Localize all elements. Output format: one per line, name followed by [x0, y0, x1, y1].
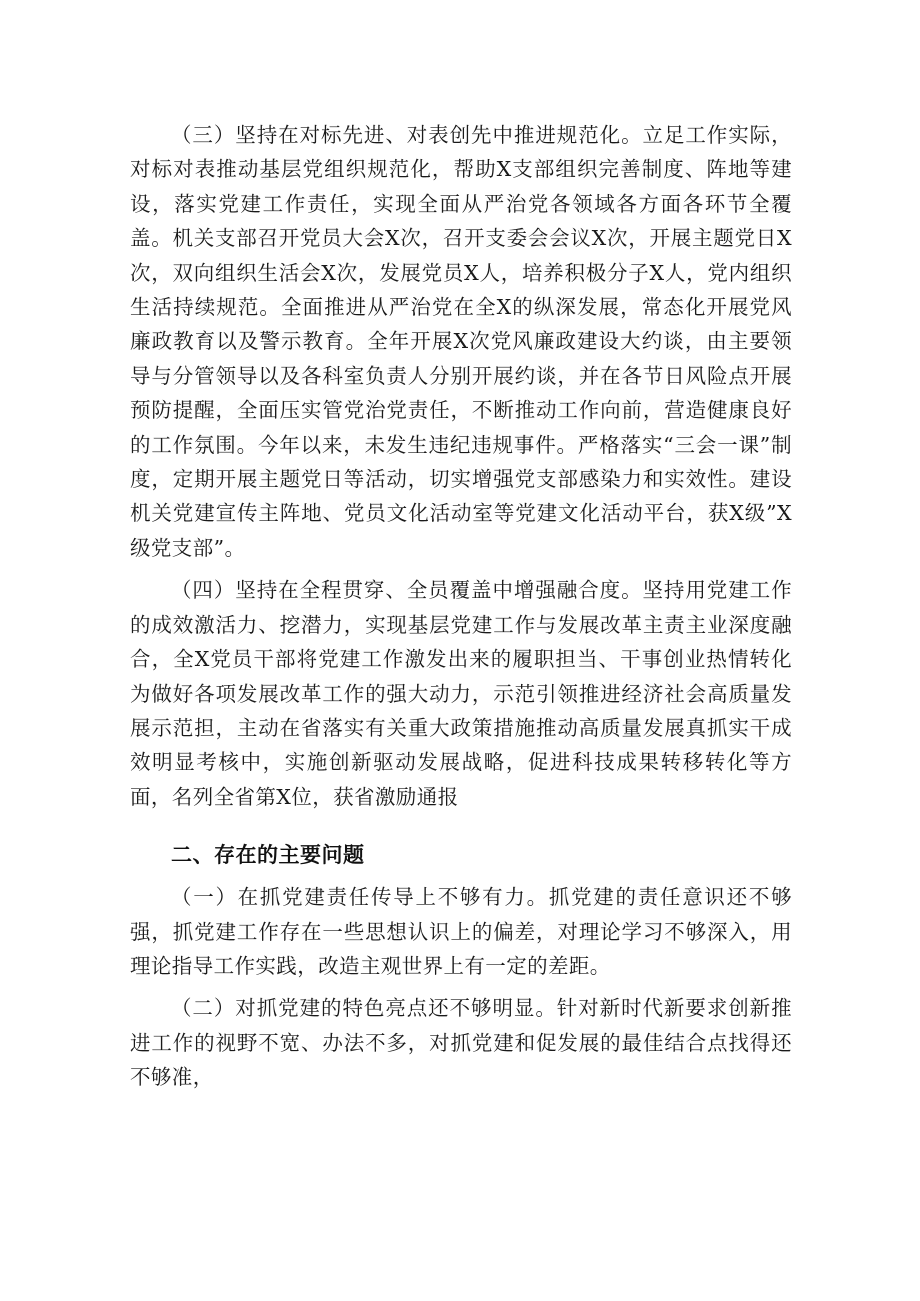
- document-page: [130, 118, 792, 1095]
- paragraph-standardization: （三）坚持在对标先进、对表创先中推进规范化。立足工作实际，对标对表推动基层党组织规范化，帮助X支部组织完善制度、阵地等建设，落实党建工作责任，实现全面从严治党各领域各方面各环节全覆盖。机关支部召开党员大会X次，召开支委会会议X次，开展主题党日X次，双向组织生活会X次，发展党员X人，培养积极分子X人，党内组织生活持续规范。全面推进从严治党在全X的纵深发展，常态化开展党风廉政教育以及警示教育。全年开展X次党风廉政建设大约谈，由主要领导与分管领导以及各科室负责人分别开展约谈，并在各节日风险点开展预防提醒，全面压实管党治党责任，不断推动工作向前，营造健康良好的工作氛围。今年以来，未发生违纪违规事件。严格落实“三会一课”制度，定期开展主题党日等活动，切实增强党支部感染力和实效性。建设机关党建宣传主阵地、党员文化活动室等党建文化活动平台，获X级”X级党支部”。: [130, 123, 792, 560]
- paragraph-integration: （四）坚持在全程贯穿、全员覆盖中增强融合度。坚持用党建工作的成效激活力、挖潜力，实现基层党建工作与发展改革主责主业深度融合，全X党员干部将党建工作激发出来的履职担当、干事创业热情转化为做好各项发展改革工作的强大动力，示范引领推进经济社会高质量发展示范担，主动在省落实有关重大政策措施推动高质量发展真抓实干成效明显考核中，实施创新驱动发展战略，促进科技成果转移转化等方面，名列全省第X位，获省激励通报: [130, 578, 792, 809]
- paragraph-responsibility: （一）在抓党建责任传导上不够有力。抓党建的责任意识还不够强，抓党建工作存在一些思想认识上的偏差，对理论学习不够深入，用理论指导工作实践，改造主观世界上有一定的差距。: [130, 885, 792, 978]
- section-heading-main-problems: 二、存在的主要问题: [171, 843, 365, 868]
- paragraph-highlights: （二）对抓党建的特色亮点还不够明显。针对新时代新要求创新推进工作的视野不宽、办法不多，对抓党建和促发展的最佳结合点找得还不够准，: [130, 996, 792, 1090]
